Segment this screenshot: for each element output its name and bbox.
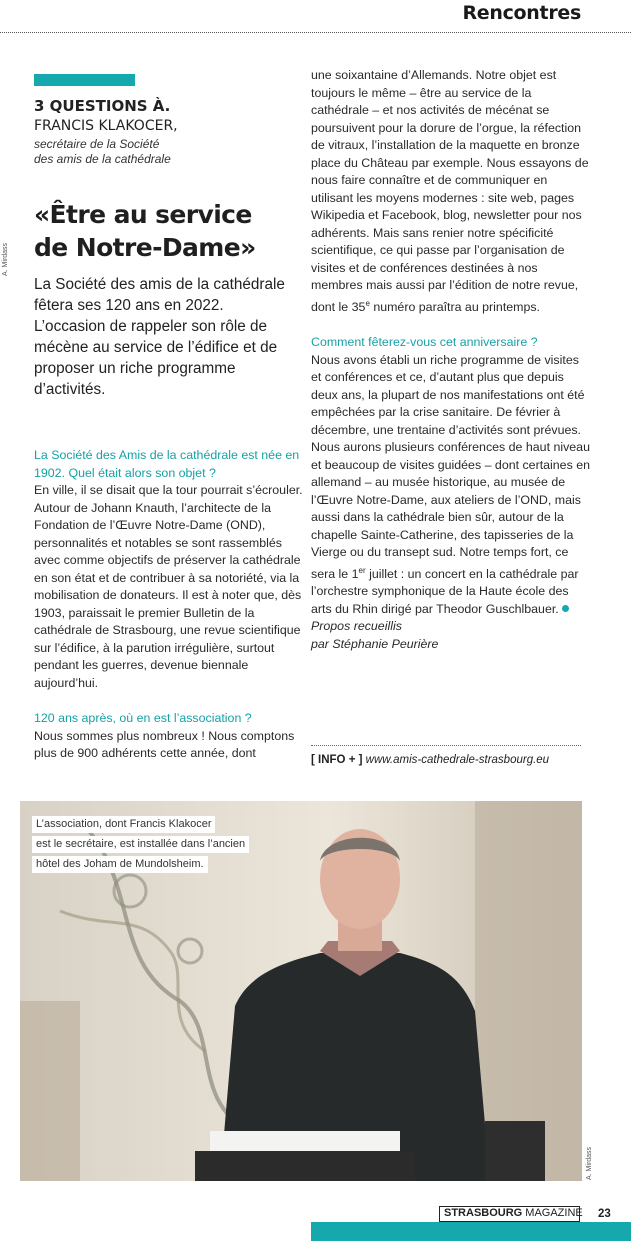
superscript: e bbox=[365, 298, 370, 308]
page-number: 23 bbox=[598, 1208, 611, 1220]
answer-text: Nous avons établi un riche programme de visites et conférences et ce, d’autant plus que depuis deux ans, la plupart de nos manifestations ont été empêchées par la crise sanitaire. De février à décembre, une trentaine d’activités sont prévues. Nous aurons plusieurs conférences de haut niveau et beaucoup de visites guidées – dont certaines en allemand – au musée historique, au musée de l’Œuvre Notre-Dame, aux ateliers de l’OND, mais aussi dans la cathédrale bien sûr, autour de la chapelle Sainte-Catherine, des tapisseries de la Vierge ou du transept sud. Notre temps fort, ce sera le 1 bbox=[311, 352, 590, 581]
caption-line: L’association, dont Francis Klakocer bbox=[32, 816, 215, 833]
signature-line: par Stéphanie Peurière bbox=[311, 636, 439, 651]
role-line: des amis de la cathédrale bbox=[34, 152, 171, 166]
photo-credit: A. Mirdass bbox=[586, 1146, 593, 1180]
headline bbox=[34, 198, 256, 264]
question-2: 120 ans après, où en est l’association ? bbox=[34, 711, 252, 725]
answer-2-continued bbox=[311, 67, 591, 316]
magazine-name bbox=[439, 1206, 583, 1222]
answer-text: juillet : un concert en la cathédrale par l’orchestre symphonique de la Haute école des arts du Rhin dirigé par Theodor Guschlbauer. bbox=[311, 566, 579, 616]
info-divider bbox=[311, 745, 581, 746]
question-3: Comment fêterez-vous cet anniversaire ? bbox=[311, 335, 538, 350]
footer-accent-bar bbox=[311, 1222, 631, 1241]
answer-1: En ville, il se disait que la tour pourrait s’écrouler. Autour de Johann Knauth, l’architecte de la Fondation de l’Œuvre Notre-Dame (OND), personnalités et notables se sont rassemblés avec comme objectifs de préserver la cathédrale en son état et de contribuer à sa notoriété, via la mobilisation de donateurs. Il est à noter que, dès 1903, paraissait le premier Bulletin de la cathédrale de Strasbourg, une revue scientifique sur l’édifice, à la parution irrégulière, surtout pendant les guerres, devenue biennale aujourd’hui. bbox=[34, 483, 303, 690]
interviewee-role bbox=[34, 137, 171, 167]
answer-text: numéro paraîtra au printemps. bbox=[369, 299, 541, 314]
photo-caption bbox=[32, 816, 249, 876]
left-column bbox=[34, 447, 304, 763]
interview-kicker: 3 QUESTIONS À. bbox=[34, 97, 171, 115]
caption-line: hôtel des Joham de Mundolsheim. bbox=[32, 856, 208, 873]
magazine-name-light: MAGAZINE bbox=[522, 1207, 583, 1219]
accent-bar bbox=[34, 74, 135, 86]
right-column bbox=[311, 67, 591, 653]
superscript: er bbox=[358, 565, 366, 575]
lead-paragraph: La Société des amis de la cathédrale fêtera ses 120 ans en 2022. L’occasion de rappeler son rôle de mécène au service de l’édifice et de proposer un riche programme d’activités. bbox=[34, 276, 285, 398]
question-1: La Société des Amis de la cathédrale est née en 1902. Quel était alors son objet ? bbox=[34, 448, 300, 480]
answer-2-start: Nous sommes plus nombreux ! Nous comptons plus de 900 adhérents cette année, dont bbox=[34, 728, 295, 760]
answer-3 bbox=[311, 352, 591, 619]
info-url-link[interactable]: www.amis-cathedrale-strasbourg.eu bbox=[365, 754, 550, 766]
info-line bbox=[311, 754, 549, 766]
end-mark-icon bbox=[562, 605, 569, 612]
info-label: [ INFO + ] bbox=[311, 754, 363, 766]
headline-line: de Notre-Dame» bbox=[34, 233, 256, 262]
signature-line: Propos recueillis bbox=[311, 619, 402, 634]
section-title: Rencontres bbox=[462, 2, 581, 24]
top-divider bbox=[0, 32, 631, 33]
role-line: secrétaire de la Société bbox=[34, 137, 160, 151]
caption-line: est le secrétaire, est installée dans l’ancien bbox=[32, 836, 249, 853]
headline-line: «Être au service bbox=[34, 200, 252, 229]
answer-text: une soixantaine d’Allemands. Notre objet est toujours le même – être au service de la cathédrale – et nos activités de mécénat se poursuivent pour la dorure de l’orgue, la réfection de vitraux, l’installation de la maquette en bronze place du Château par exemple. Nous essayons de nous faire connaître et de communiquer en utilisant les moyens modernes : site web, pages Wikipedia et Facebook, blog, newsletter pour nos adhérents. Mais sans renier notre spécificité scientifique, ce qui passe par l’organisation de visites et de conférences destinées à nos membres mais aussi par l’édition de notre revue, dont le 35 bbox=[311, 68, 589, 314]
interviewee-name: FRANCIS KLAKOCER, bbox=[34, 118, 178, 134]
side-photo-credit: A. Mirdass bbox=[2, 242, 9, 276]
magazine-name-bold: STRASBOURG bbox=[444, 1207, 523, 1219]
